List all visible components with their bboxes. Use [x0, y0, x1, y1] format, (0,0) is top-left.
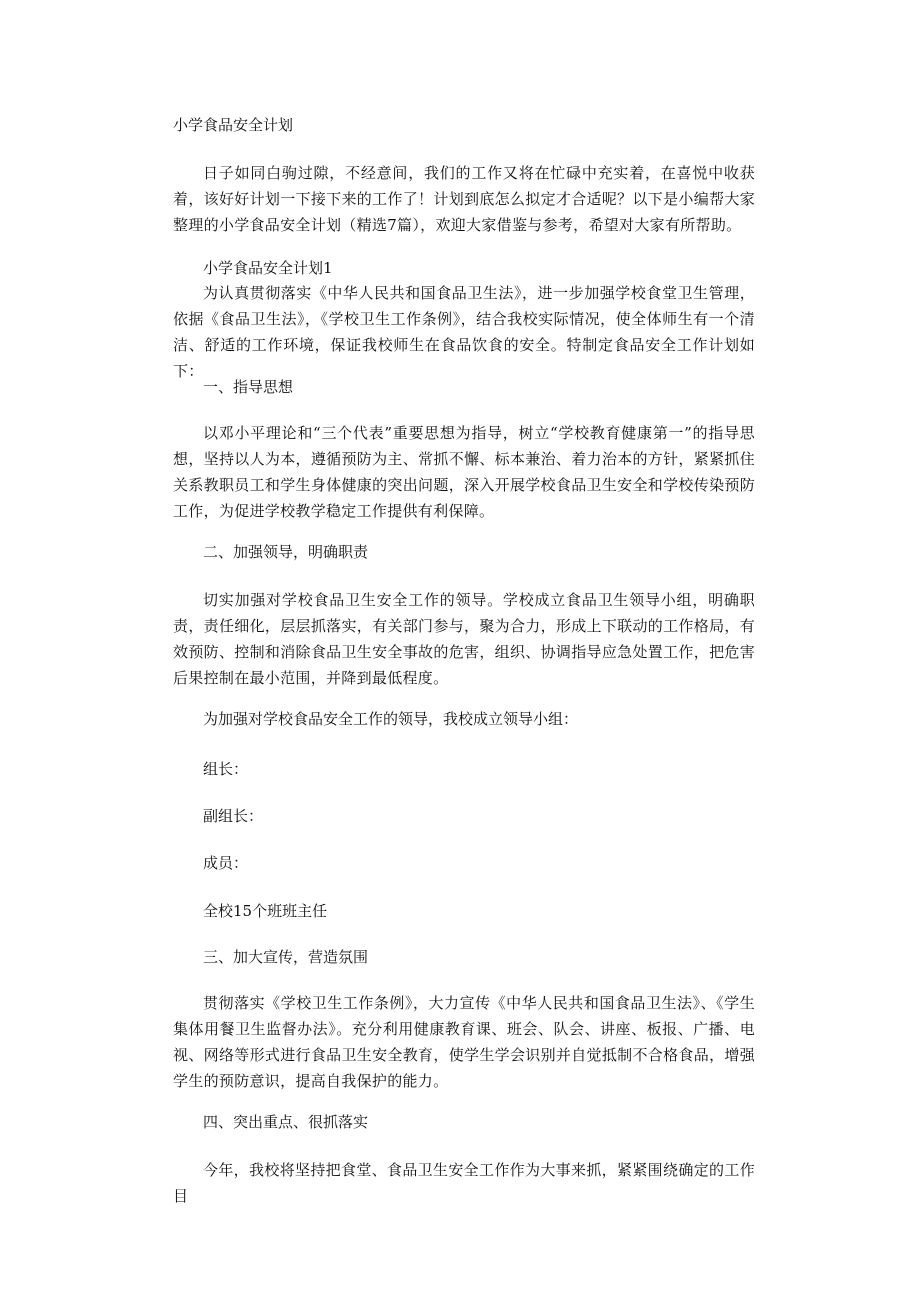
leadership-intro: 为加强对学校食品安全工作的领导，我校成立领导小组： [203, 710, 579, 728]
heading-key-points: 四、突出重点、很抓落实 [203, 1113, 369, 1131]
heading-guiding-ideology: 一、指导思想 [203, 378, 294, 396]
paragraph-3: 切实加强对学校食品卫生安全工作的领导。学校成立食品卫生领导小组，明确职责，责任细化，层层抓落实，有关部门参与，聚为合力，形成上下联动的工作格局，有效预防、控制和消除食品卫生安全事故的危害，组织、协调指导应急处置工作，把危害后果控制在最小范围，并降到最低程度。 [173, 591, 755, 687]
paragraph-2: 以邓小平理论和“三个代表”重要思想为指导，树立“学校教育健康第一”的指导思想，坚持以人为本，遵循预防为主、常抓不懈、标本兼治、着力治本的方针，紧紧抓住关系教职员工和学生身体健康的突出问题，深入开展学校食品卫生安全和学校传染预防工作，为促进学校教学稳定工作提供有利保障。 [173, 424, 755, 520]
paragraph-5: 今年，我校将坚持把食堂、食品卫生安全工作作为大事来抓，紧紧围绕确定的工作目 [173, 1161, 755, 1205]
document-title: 小学食品安全计划 [173, 116, 294, 134]
heading-leadership: 二、加强领导，明确职责 [203, 543, 369, 561]
heading-publicity: 三、加大宣传，营造氛围 [203, 948, 369, 966]
leader-label: 组长： [203, 760, 249, 778]
members-detail: 全校15个班班主任 [203, 902, 328, 920]
members-label: 成员： [203, 854, 249, 872]
section-title: 小学食品安全计划1 [203, 259, 333, 277]
paragraph-1: 为认真贯彻落实《中华人民共和国食品卫生法》，进一步加强学校食堂卫生管理，依据《食品卫生法》，《学校卫生工作条例》，结合我校实际情况，使全体师生有一个清洁、舒适的工作环境，保证我校师生在食品饮食的安全。特制定食品安全工作计划如下： [173, 284, 755, 380]
deputy-leader-label: 副组长： [203, 807, 264, 825]
paragraph-4: 贯彻落实《学校卫生工作条例》，大力宣传《中华人民共和国食品卫生法》、《学生集体用餐卫生监督办法》。充分利用健康教育课、班会、队会、讲座、板报、广播、电视、网络等形式进行食品卫生安全教育，使学生学会识别并自觉抵制不合格食品，增强学生的预防意识，提高自我保护的能力。 [173, 994, 755, 1090]
intro-paragraph: 日子如同白驹过隙，不经意间，我们的工作又将在忙碌中充实着，在喜悦中收获着，该好好计划一下接下来的工作了！计划到底怎么拟定才合适呢？以下是小编帮大家整理的小学食品安全计划（精选7篇），欢迎大家借鉴与参考，希望对大家有所帮助。 [173, 164, 755, 234]
